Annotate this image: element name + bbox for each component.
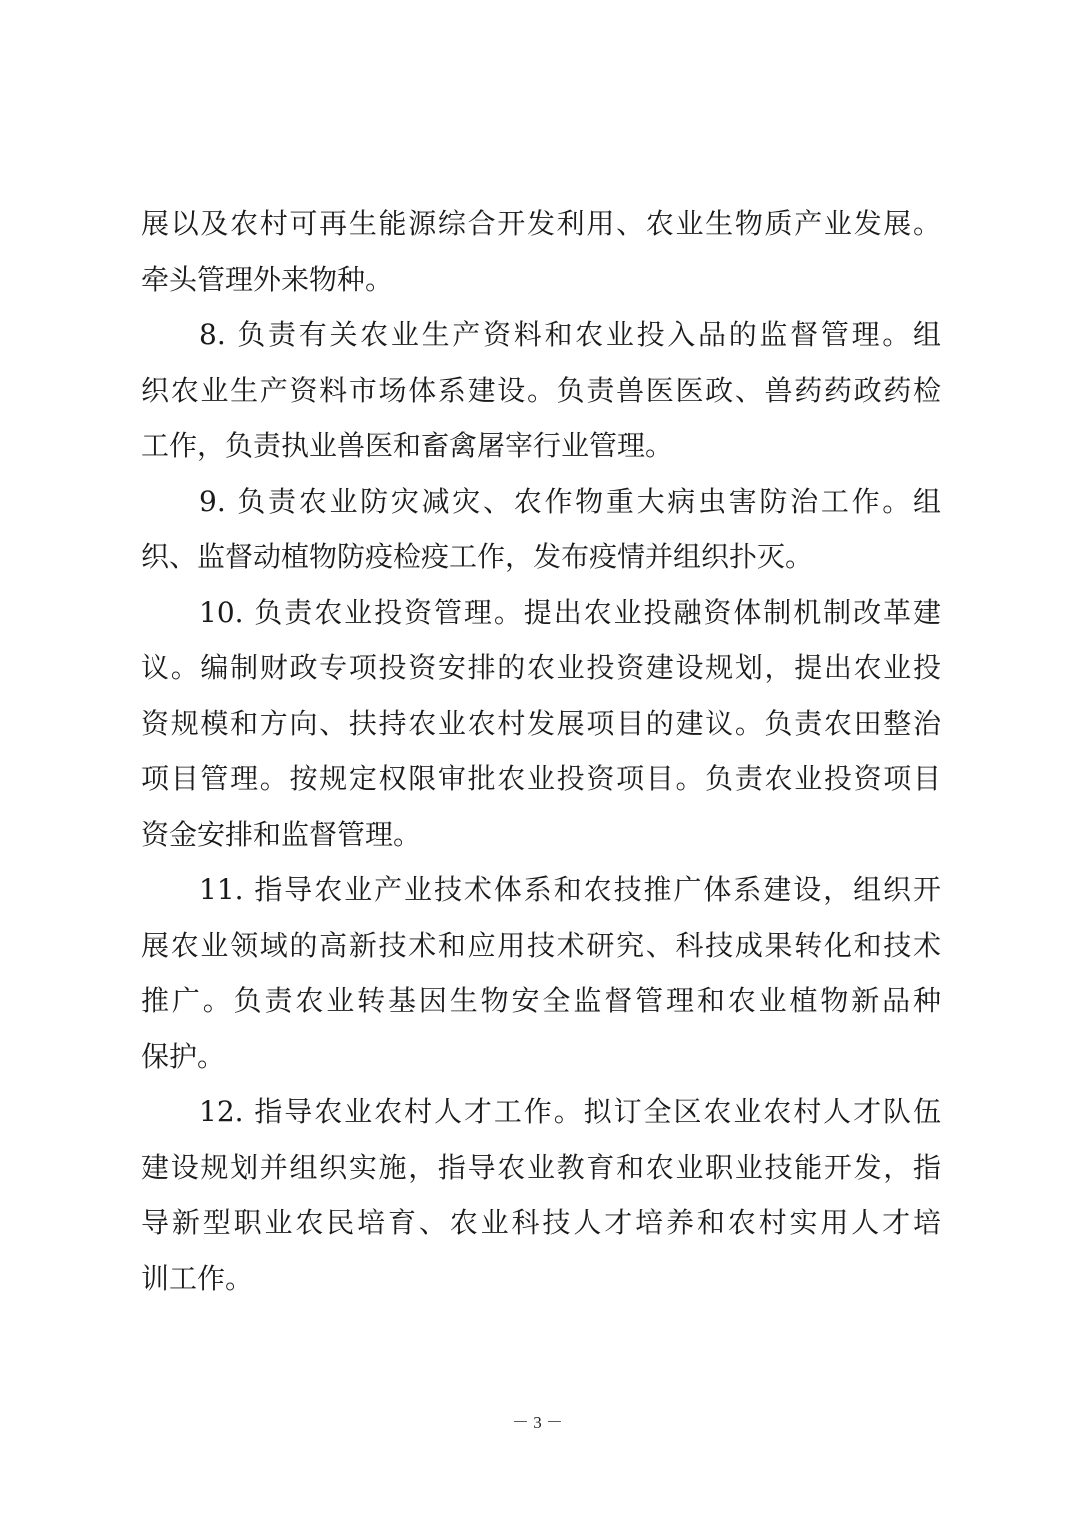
paragraph-7-continuation [141,196,941,307]
text-line: 12. 指导农业农村人才工作。拟订全区农业农村人才队伍 [199,1095,941,1128]
text-line: 织、监督动植物防疫检疫工作，发布疫情并组织扑灭。 [141,540,814,573]
text-line: 11. 指导农业产业技术体系和农技推广体系建设，组织开 [199,873,941,906]
page-number: － 3 － [512,1413,563,1432]
text-line: 资规模和方向、扶持农业农村发展项目的建议。负责农田整治 [141,706,941,740]
text-line: 训工作。 [141,1261,254,1295]
text-line: 保护。 [141,1039,226,1073]
text-line: 展农业领域的高新技术和应用技术研究、科技成果转化和技术 [141,928,941,962]
paragraph-item-11 [141,862,941,1084]
text-line: 导新型职业农民培育、农业科技人才培养和农村实用人才培 [141,1206,941,1239]
text-line: 牵头管理外来物种。 [141,262,394,296]
text-line: 建设规划并组织实施，指导农业教育和农业职业技能开发，指 [141,1150,941,1184]
text-line: 9. 负责农业防灾减灾、农作物重大病虫害防治工作。组 [199,484,941,518]
text-line: 织农业生产资料市场体系建设。负责兽医医政、兽药药政药检 [141,373,941,407]
text-line: 项目管理。按规定权限审批农业投资项目。负责农业投资项目 [141,762,941,795]
text-line: 资金安排和监督管理。 [141,817,422,851]
paragraph-item-12 [141,1084,941,1306]
paragraph-item-10 [141,585,941,863]
text-line: 工作，负责执业兽医和畜禽屠宰行业管理。 [141,429,674,462]
text-line: 10. 负责农业投资管理。提出农业投融资体制机制改革建 [199,595,941,629]
text-line: 议。编制财政专项投资安排的农业投资建设规划，提出农业投 [141,651,941,684]
document-body [141,196,941,1306]
text-line: 展以及农村可再生能源综合开发利用、农业生物质产业发展。 [141,207,941,240]
text-line: 8. 负责有关农业生产资料和农业投入品的监督管理。组 [199,318,941,351]
paragraph-item-8 [141,307,941,474]
paragraph-item-9 [141,474,941,585]
text-line: 推广。负责农业转基因生物安全监督管理和农业植物新品种 [141,984,941,1017]
